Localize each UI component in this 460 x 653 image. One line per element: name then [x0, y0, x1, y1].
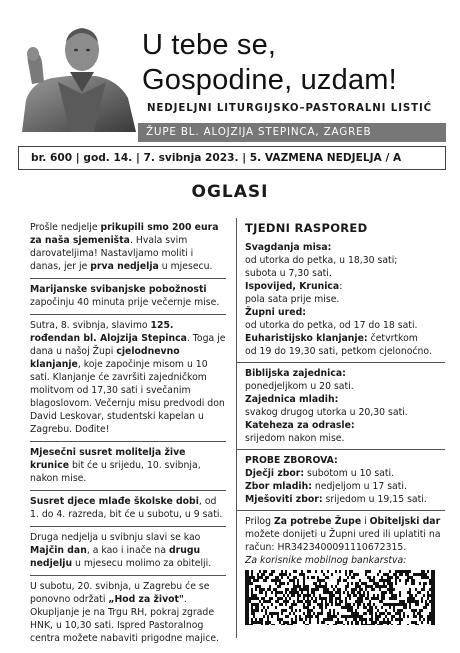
donation-text: Prilog Za potrebe Župe i Obiteljski dar možete donijeti u Župni ured ili uplatiti na račun: HR3423400091110672315.	[245, 516, 441, 553]
confession-heading: Ispovijed, Krunica:	[245, 281, 343, 292]
announcement: Sutra, 8. svibnja, slavimo 125. rođendan bl. Alojzija Stepinca. Toga je dana u našoj Župi cjelodnevno klanjanje, koje započinje misom u 10 sati. Klanjanje će završiti zajedničkom molitvom od 17,30 sati i svečanim blagoslovom. Večernju misu predvodi don David Leskovar, studentski kapelan u Zagrebu. Dođite!	[30, 315, 226, 442]
announcement: Druga nedjelja u svibnju slavi se kao Majčin dan, a kao i inače na drugu nedjelju u mjesecu molimo za obitelji.	[30, 527, 226, 576]
catechesis-text: srijedom nakon mise.	[245, 433, 345, 444]
divider	[236, 510, 445, 511]
title-line-1: U tebe se,	[142, 29, 277, 61]
adoration-line: Euharistijsko klanjanje: četvrtkom	[245, 333, 418, 344]
schedule-column	[245, 222, 445, 625]
choir-1: Dječji zbor: subotom u 10 sati.	[245, 468, 395, 479]
masthead-title	[142, 28, 397, 98]
payment-barcode	[245, 570, 435, 625]
issue-bar: br. 600 | god. 14. | 7. svibnja 2023. | 5. VAZMENA NEDJELJA / A	[18, 146, 446, 170]
choir-2: Zbor mladih: nedjeljom u 17 sati.	[245, 481, 407, 492]
announcement: U subotu, 20. svibnja, u Zagrebu će se ponovno održati „Hod za život". Okupljanje je na Trgu RH, pokraj zgrade HNK, u 10,30 sati. Ispred Pastoralnog centra možete nabaviti prigodne majice.	[30, 581, 220, 644]
office-text: od utorka do petka, od 17 do 18 sati.	[245, 320, 418, 331]
choirs-heading: PROBE ZBOROVA:	[245, 455, 338, 466]
section-title: OGLASI	[191, 182, 269, 202]
announcement: Marijanske svibanjske pobožnosti započinju 40 minuta prije večernje mise.	[30, 279, 226, 315]
youth-heading: Zajednica mladih:	[245, 394, 339, 405]
column-divider	[236, 218, 237, 638]
schedule-title: TJEDNI RASPORED	[245, 221, 368, 235]
statue-illustration	[18, 22, 140, 132]
title-line-2: Gospodine, uzdam!	[142, 64, 397, 96]
youth-text: svakog drugog utorka u 20,30 sati.	[245, 407, 408, 418]
office-heading: Župni ured:	[245, 307, 306, 318]
parish-bar: ŽUPE BL. ALOJZIJA STEPINCA, ZAGREB	[138, 123, 446, 142]
divider	[236, 362, 445, 363]
announcement: Susret djece mlađe školske dobi, od 1. do 4. razreda, bit će u subotu, u 9 sati.	[30, 491, 226, 527]
divider	[236, 449, 445, 450]
masses-line-1: od utorka do petka, u 18,30 sati;	[245, 255, 398, 266]
bible-text: ponedjeljkom u 20 sati.	[245, 381, 354, 392]
masses-heading: Svagdanja misa:	[245, 242, 332, 253]
announcement: Prošle nedjelje prikupili smo 200 eura za naša sjemeništa. Hvala svim darovateljima! Nastavljamo moliti i danas, jer je prva nedjelja u mjesecu.	[30, 217, 226, 279]
masthead-subtitle: NEDJELJNI LITURGIJSKO–PASTORALNI LISTIĆ	[147, 103, 433, 114]
choir-3: Mješoviti zbor: srijedom u 19,15 sati.	[245, 494, 427, 505]
mobile-banking-label: Za korisnike mobilnog bankarstva:	[245, 555, 407, 566]
confession-text: pola sata prije mise.	[245, 294, 340, 305]
announcements-column	[30, 217, 226, 650]
catechesis-heading: Kateheza za odrasle:	[245, 420, 355, 431]
adoration-text: od 19 do 19,30 sati, petkom cjelonoćno.	[245, 346, 432, 357]
masses-line-2: subota u 7,30 sati.	[245, 268, 332, 279]
bible-heading: Biblijska zajednica:	[245, 368, 346, 379]
announcement: Mjesečni susret molitelja žive krunice bit će u srijedu, 10. svibnja, nakon mise.	[30, 442, 226, 491]
